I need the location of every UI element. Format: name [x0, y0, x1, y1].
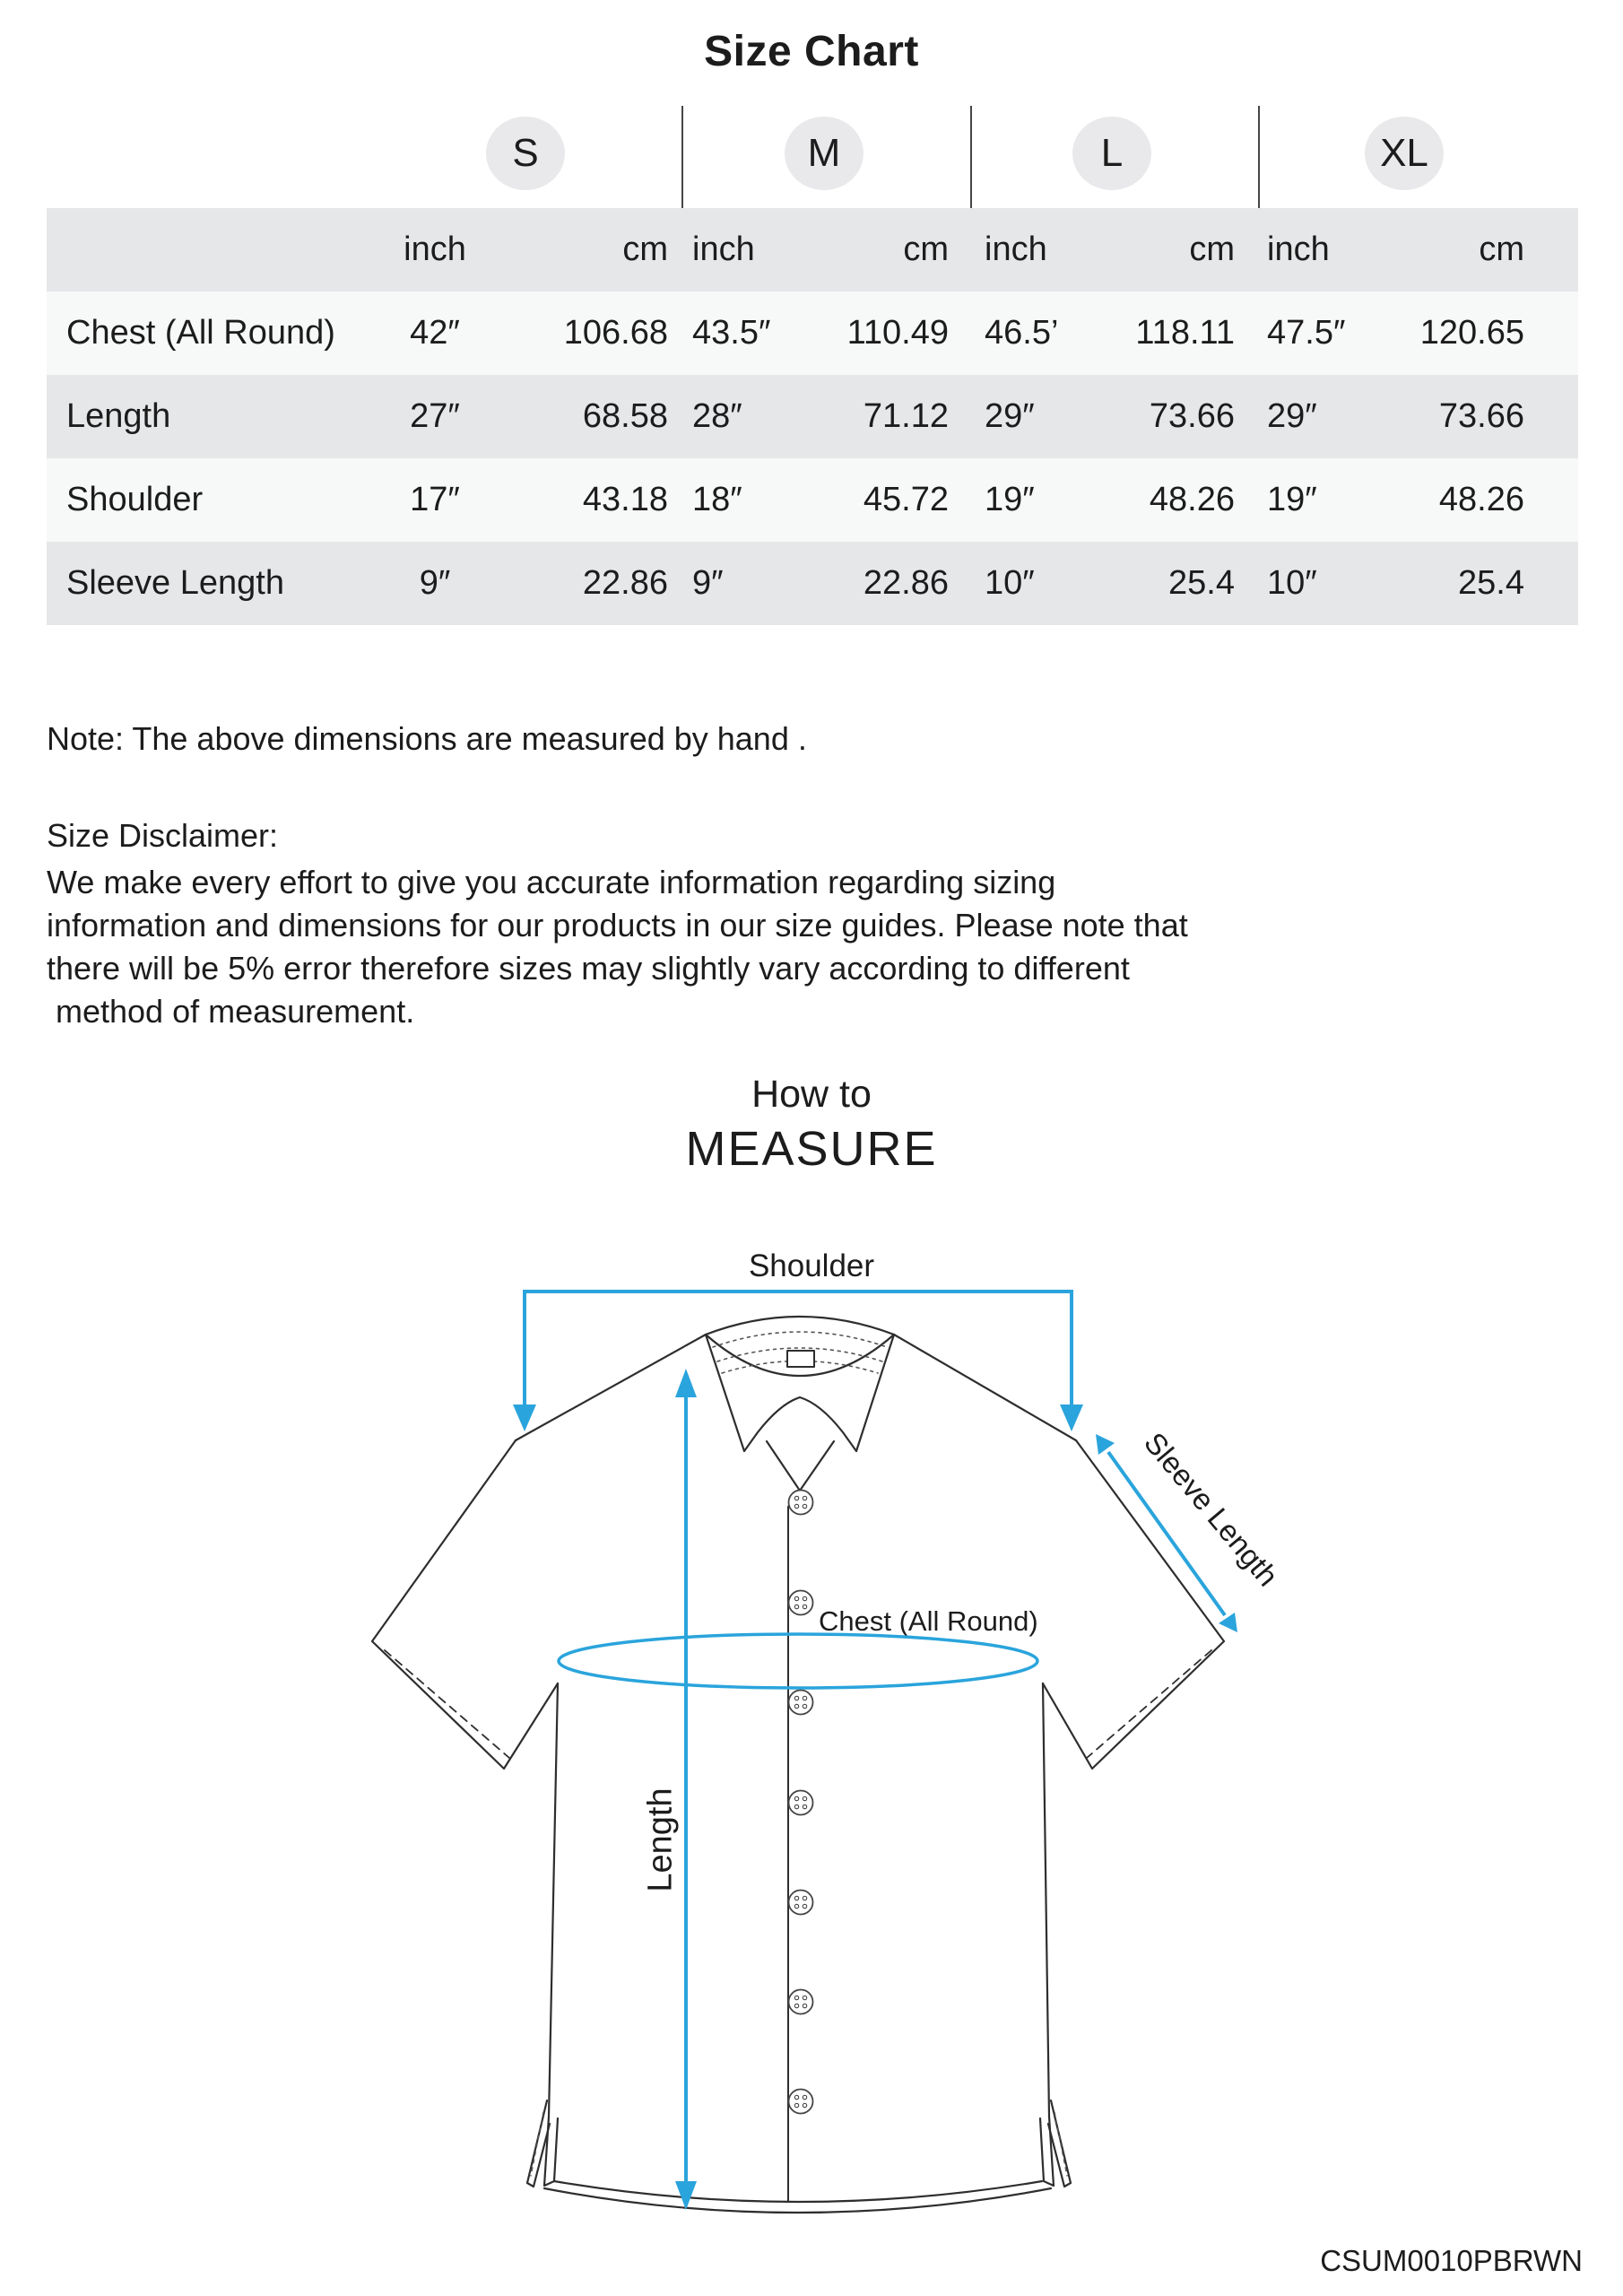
- value-cell: 106.68: [563, 314, 668, 352]
- size-badge-xl: XL: [1365, 117, 1444, 190]
- shirt-button: [789, 2090, 813, 2114]
- disclaimer-line: We make every effort to give you accurate information regarding sizing: [47, 864, 1056, 900]
- row-label: Chest (All Round): [66, 314, 335, 352]
- shirt-measure-diagram: [314, 1283, 1354, 2296]
- chest-measure-ellipse: [559, 1634, 1037, 1688]
- value-cell: 28″: [692, 397, 742, 435]
- header-m-inch: inch: [692, 230, 755, 268]
- value-cell: 110.49: [846, 314, 949, 352]
- value-cell: 22.86: [582, 564, 668, 602]
- shirt-button: [789, 1491, 813, 1515]
- header-xl-inch: inch: [1267, 230, 1330, 268]
- value-cell: 9″: [692, 564, 724, 602]
- header-s-inch: inch: [404, 230, 466, 268]
- value-cell: 29″: [1267, 397, 1317, 435]
- value-cell: 45.72: [863, 481, 949, 518]
- value-cell: 47.5″: [1267, 314, 1346, 352]
- row-label: Length: [66, 397, 171, 435]
- measure-note: Note: The above dimensions are measured by hand .: [47, 720, 807, 757]
- table-row-sleeve-length: [47, 542, 1578, 625]
- header-xl-cm: cm: [1479, 230, 1524, 268]
- table-row-length: [47, 375, 1578, 458]
- header-m-cm: cm: [903, 230, 949, 268]
- arrowhead-down-icon: [675, 2181, 697, 2210]
- table-header-row: [47, 208, 1578, 291]
- diagram-shoulder-label: Shoulder: [748, 1248, 875, 1283]
- value-cell: 48.26: [1438, 481, 1524, 518]
- arrowhead-down-right-icon: [1219, 1613, 1237, 1632]
- header-s-cm: cm: [622, 230, 668, 268]
- value-cell: 73.66: [1438, 397, 1524, 435]
- size-badge-m: M: [785, 117, 864, 190]
- table-row-chest: [47, 291, 1578, 375]
- value-cell: 25.4: [1168, 564, 1235, 602]
- value-cell: 18″: [692, 481, 742, 518]
- value-cell: 19″: [1267, 481, 1317, 518]
- arrowhead-up-right-icon: [1096, 1434, 1115, 1455]
- table-row-shoulder: [47, 458, 1578, 542]
- value-cell: 27″: [410, 397, 460, 435]
- collar-label-tag: [787, 1351, 814, 1367]
- value-cell: 43.18: [582, 481, 668, 518]
- size-badge-l: L: [1072, 117, 1151, 190]
- value-cell: 43.5″: [692, 314, 771, 352]
- arrowhead-down-icon: [1060, 1405, 1083, 1431]
- shirt-button: [789, 1990, 813, 2014]
- disclaimer-line: information and dimensions for our products in our size guides. Please note that: [47, 907, 1188, 944]
- measure-heading: MEASURE: [685, 1122, 938, 1176]
- value-cell: 118.11: [1135, 314, 1235, 352]
- shirt-button: [789, 1891, 813, 1915]
- value-cell: 29″: [985, 397, 1035, 435]
- value-cell: 46.5’: [985, 314, 1059, 352]
- diagram-sleeve-length-label: Sleeve Length: [1137, 1425, 1285, 1593]
- header-l-cm: cm: [1189, 230, 1235, 268]
- shirt-outline: [372, 1317, 1224, 2213]
- measurement-annotations: [525, 1292, 1225, 2187]
- diagram-length-label: Length: [641, 1787, 680, 1892]
- value-cell: 120.65: [1419, 314, 1524, 352]
- row-label: Shoulder: [66, 481, 204, 518]
- value-cell: 22.86: [863, 564, 949, 602]
- value-cell: 25.4: [1458, 564, 1524, 602]
- disclaimer-line: method of measurement.: [47, 993, 415, 1030]
- value-cell: 71.12: [863, 397, 949, 435]
- header-l-inch: inch: [985, 230, 1047, 268]
- shirt-button: [789, 1591, 813, 1615]
- shirt-button: [789, 1791, 813, 1815]
- page-title: Size Chart: [704, 28, 919, 75]
- size-badge-s: S: [486, 117, 565, 190]
- shirt-button: [789, 1691, 813, 1715]
- arrowhead-down-icon: [513, 1405, 536, 1431]
- row-label: Sleeve Length: [66, 564, 284, 602]
- value-cell: 48.26: [1149, 481, 1235, 518]
- button-column: [789, 1491, 813, 2114]
- arrowhead-up-icon: [675, 1369, 697, 1397]
- value-cell: 42″: [410, 314, 460, 352]
- value-cell: 10″: [985, 564, 1035, 602]
- measurement-arrowheads: [513, 1369, 1237, 2210]
- value-cell: 73.66: [1149, 397, 1235, 435]
- diagram-chest-label: Chest (All Round): [819, 1605, 1038, 1637]
- value-cell: 10″: [1267, 564, 1317, 602]
- value-cell: 9″: [419, 564, 451, 602]
- disclaimer-line: there will be 5% error therefore sizes may slightly vary according to different: [47, 950, 1130, 987]
- sleeve-measure-line: [1108, 1452, 1225, 1615]
- value-cell: 19″: [985, 481, 1035, 518]
- value-cell: 17″: [410, 481, 460, 518]
- product-code: CSUM0010PBRWN: [1320, 2244, 1583, 2277]
- value-cell: 68.58: [582, 397, 668, 435]
- disclaimer-heading: Size Disclaimer:: [47, 817, 279, 854]
- how-to-heading: How to: [751, 1073, 872, 1116]
